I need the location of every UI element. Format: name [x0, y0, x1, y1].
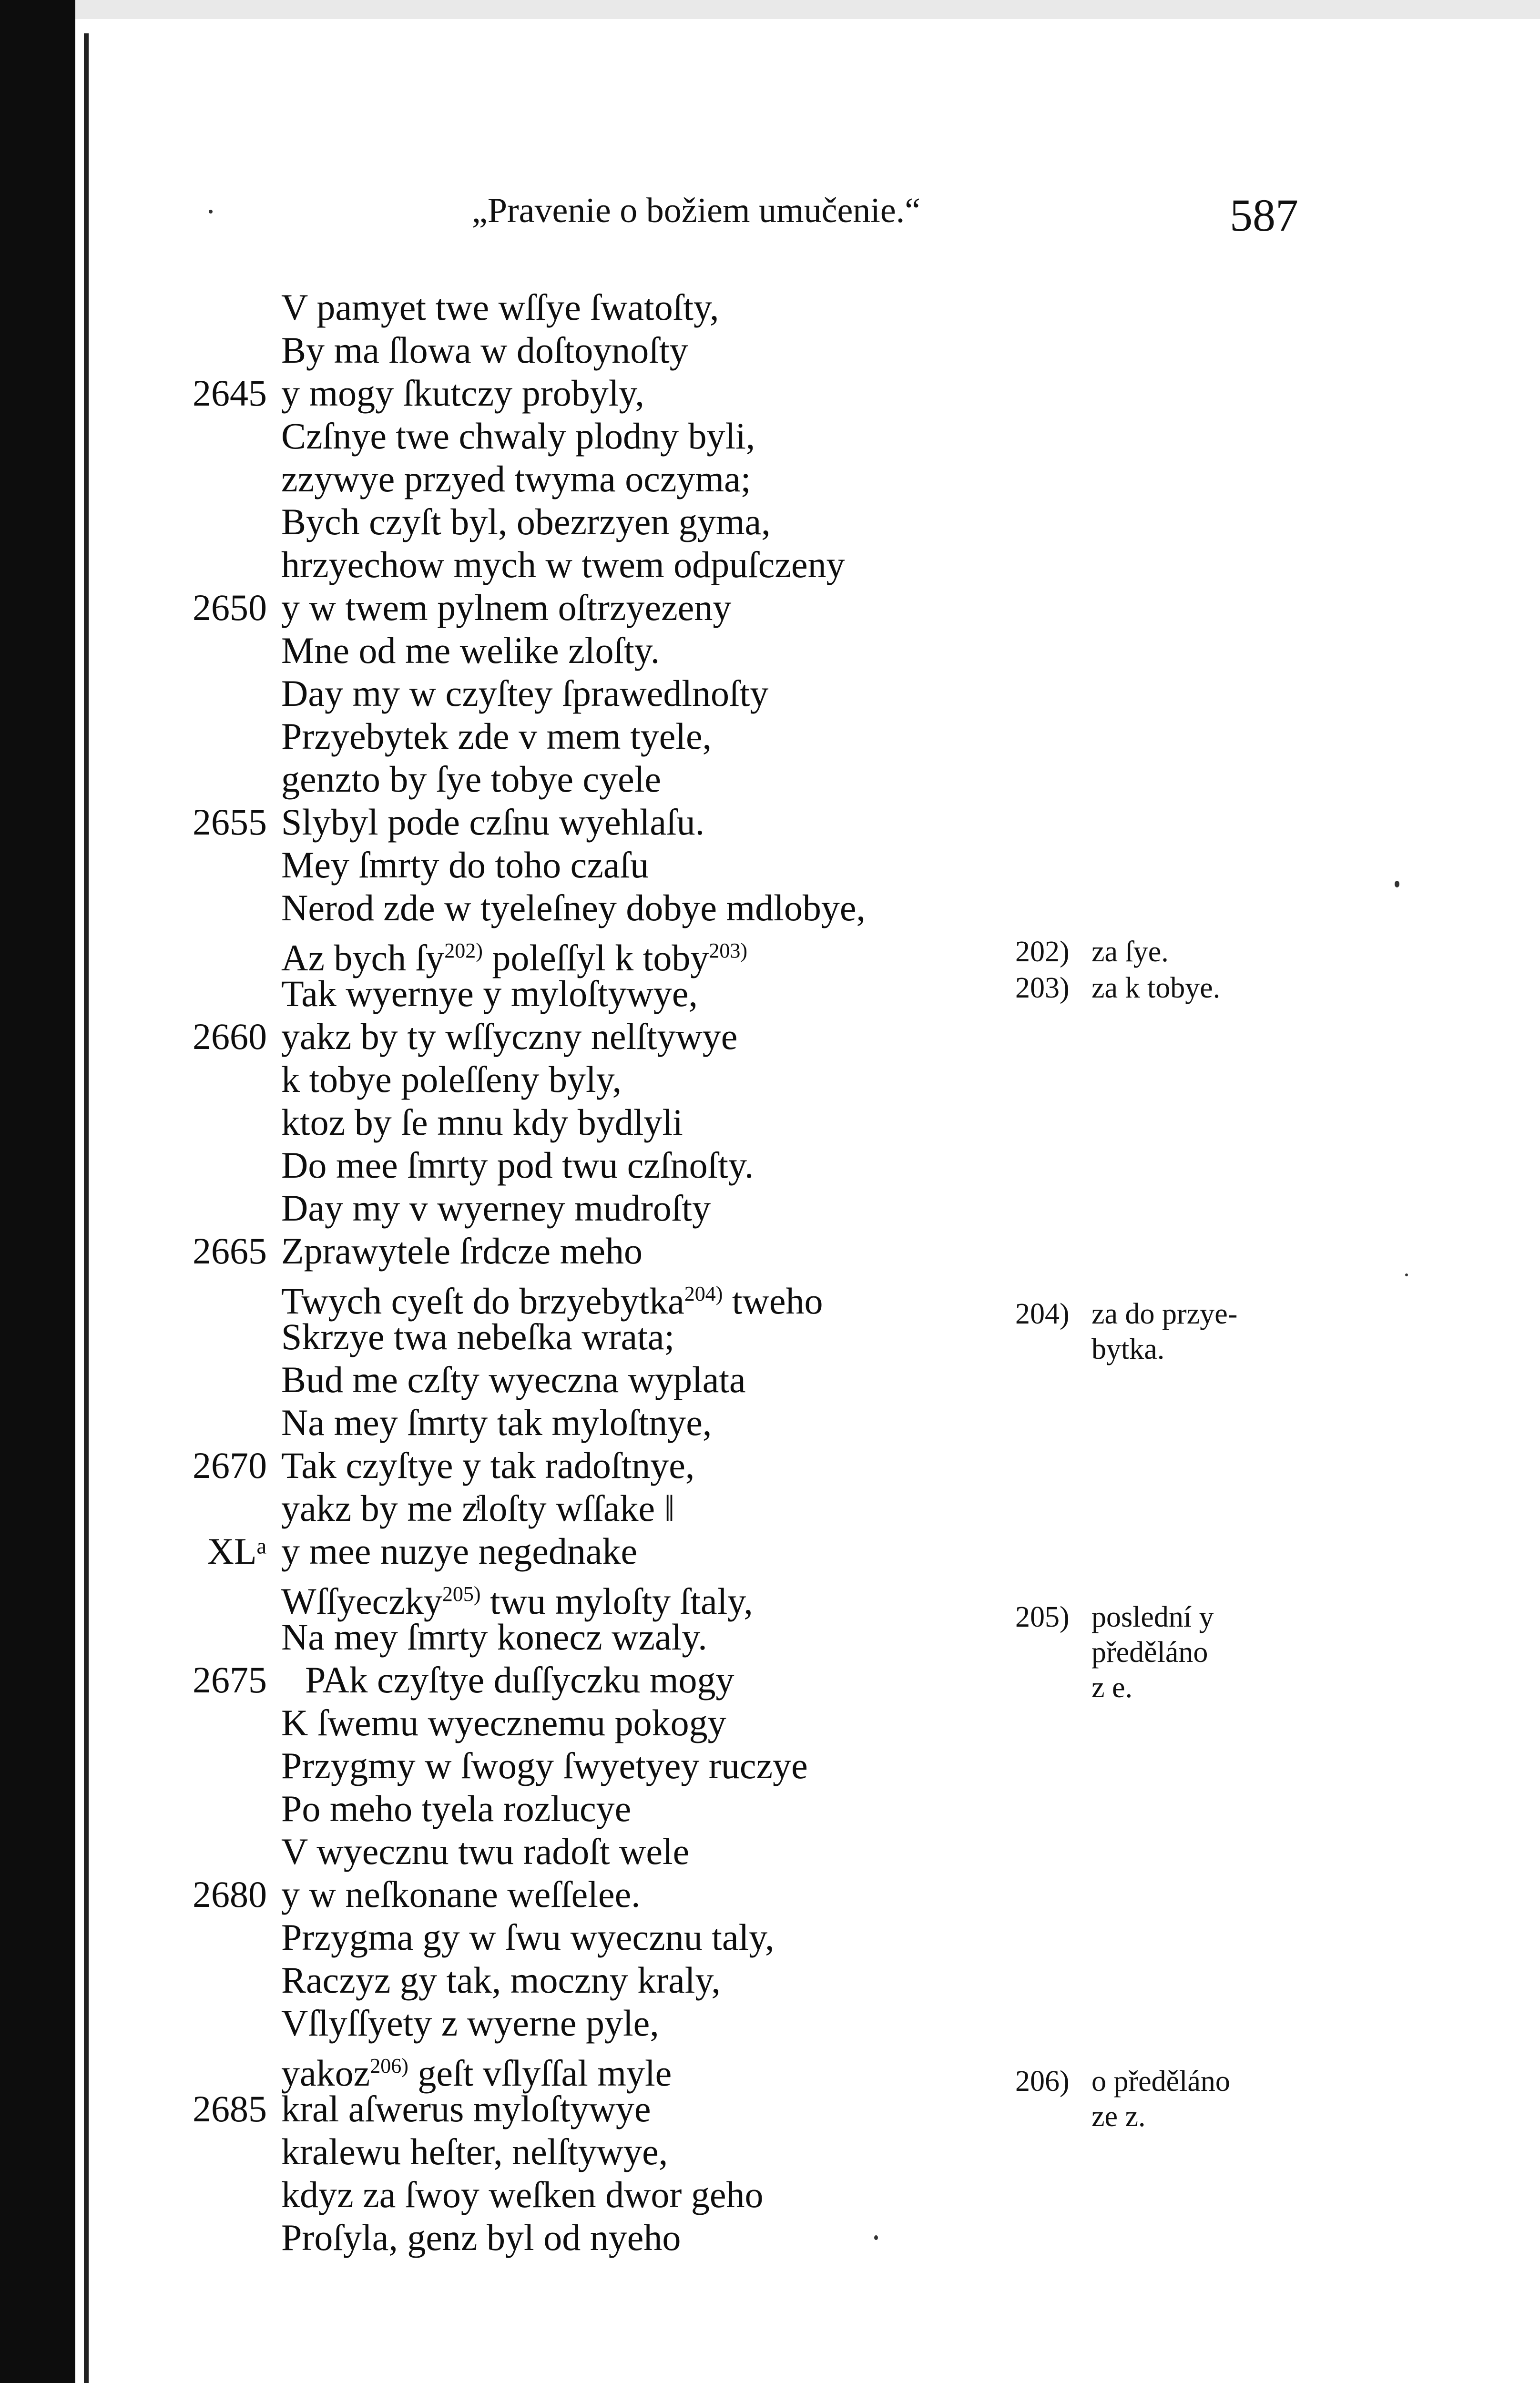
verse-text-part: Przygmy w ſwogy ſwyetyey ruczye [281, 1745, 808, 1786]
verse-text-part: hrzyechow mych w twem odpuſczeny [281, 544, 845, 585]
verse-text [281, 500, 771, 543]
verse-line [95, 801, 1049, 844]
verse-text [305, 1659, 734, 1701]
verse-text-part: kdyz za ſwoy weſken dwor geho [281, 2174, 764, 2215]
verse-number: 2685 [193, 2088, 267, 2129]
margin-note-text: poslední y [1091, 1601, 1214, 1633]
page-number: 587 [1230, 190, 1298, 241]
verse-line [95, 1487, 1049, 1530]
footnote-marker: 203) [709, 939, 748, 962]
verse-number: 2680 [193, 1874, 267, 1915]
margin-note-line [1015, 934, 1169, 969]
verse-line [95, 1273, 1049, 1322]
verse-text [281, 715, 712, 758]
verse-text [281, 758, 661, 801]
verse-text-part: y mogy ſkutczy probyly, [281, 372, 644, 414]
verse-line [95, 1916, 1049, 1959]
verse-text [281, 672, 768, 715]
verse-text-part: Mey ſmrty do toho czaſu [281, 844, 649, 886]
verse-text-part: tweho [723, 1280, 823, 1322]
margin-note-text: za do przye- [1091, 1298, 1238, 1330]
verse-text-part: twu myloſty ſtaly, [480, 1580, 753, 1622]
verse-text [281, 1959, 721, 2002]
scan-speck [1395, 881, 1399, 887]
verse-text [281, 1487, 674, 1530]
verse-text [281, 886, 866, 929]
verse-text-part: Raczyz gy tak, moczny kraly, [281, 1959, 721, 2001]
footnote-ref: 205) [1015, 1601, 1070, 1633]
verse-text-part: Do mee ſmrty pod twu czſnoſty. [281, 1144, 754, 1186]
verse-text [281, 629, 660, 672]
verse-text-part: Na mey ſmrty tak myloſtnye, [281, 1402, 712, 1443]
verse-text-part: Day my w czyſtey ſprawedlnoſty [281, 672, 769, 714]
margin-note [1015, 934, 1169, 969]
verse-text-part: y w neſkonane weſſelee. [281, 1874, 641, 1915]
verse-line [95, 543, 1049, 586]
scan-speck [209, 210, 213, 214]
margin-note-text: ze z. [1091, 2100, 1146, 2133]
verse-line [95, 1873, 1049, 1916]
verse-line [95, 1015, 1049, 1058]
verse-text [281, 2130, 668, 2173]
verse-number: 2670 [193, 1445, 267, 1486]
verse-line [95, 1701, 1049, 1744]
page-border-rule [84, 33, 89, 2383]
verse-line [95, 329, 1049, 372]
margin-note-text: za ſye. [1091, 936, 1169, 968]
verse-line [95, 1058, 1049, 1101]
verse-text-part: yakoz [281, 2052, 370, 2094]
verse-text-part: Tak wyernye y myloſtywye, [281, 973, 698, 1014]
verse-line [95, 1744, 1049, 1787]
margin-note-text: za k tobye. [1091, 972, 1221, 1004]
verse-text [281, 415, 755, 458]
verse-line [95, 286, 1049, 329]
scan-speck [1405, 1273, 1408, 1276]
verse-number: 2645 [193, 372, 267, 414]
margin-note-line [1015, 970, 1220, 1006]
verse-number: 2650 [193, 587, 267, 628]
verse-text [281, 2216, 681, 2259]
verse-text-part: y w twem pylnem oſtrzyezeny [281, 587, 732, 628]
footnote-ref: 206) [1015, 2065, 1070, 2098]
verse-line [95, 929, 1049, 978]
margin-note-line [1015, 2099, 1230, 2134]
verse-line [95, 1358, 1049, 1401]
verse-text-part: Zprawytele ſrdcze meho [281, 1230, 643, 1272]
verse-text [281, 1015, 737, 1058]
verse-text [281, 1830, 689, 1873]
verse-text-part: Slybyl pode czſnu wyehlaſu. [281, 801, 705, 843]
verse-text-part: By ma ſlowa w doſtoynoſty [281, 329, 688, 371]
verse-line [95, 672, 1049, 715]
verse-text-part: Bych czyſt byl, obezrzyen gyma, [281, 501, 771, 542]
verse-line [95, 844, 1049, 886]
verse-line [95, 1187, 1049, 1230]
verse-text [281, 1058, 622, 1101]
margin-note-text: o předěláno [1091, 2065, 1230, 2098]
verse-text-part: Nerod zde w tyeleſney dobye mdlobye, [281, 887, 866, 928]
verse-text [281, 1315, 674, 1358]
verse-text [281, 543, 845, 586]
verse-text [281, 1230, 643, 1273]
verse-text-part: Czſnye twe chwaly plodny byli, [281, 415, 755, 457]
verse-line [95, 758, 1049, 801]
verse-line [95, 972, 1049, 1015]
verse-text [281, 844, 649, 886]
verse-text-part: Przyebytek zde v mem tyele, [281, 715, 712, 757]
margin-note-text: bytka. [1091, 1333, 1165, 1365]
verse-line [95, 1444, 1049, 1487]
footnote-marker: 206) [370, 2054, 408, 2077]
verse-line [95, 2173, 1049, 2216]
verse-text [281, 1787, 631, 1830]
verse-text [281, 1401, 712, 1444]
verse-text-part: Twych cyeſt do brzyebytka [281, 1280, 684, 1322]
verse-line [95, 2216, 1049, 2259]
verse-number: 2655 [193, 801, 267, 843]
verse-line [95, 1959, 1049, 2002]
margin-note-line [1015, 2064, 1230, 2099]
verse-line [95, 886, 1049, 929]
scan-top-band [75, 0, 1540, 19]
verse-text [281, 801, 704, 844]
verse-text-part: K ſwemu wyecznemu pokogy [281, 1702, 726, 1743]
footnote-marker: 205) [442, 1582, 481, 1606]
verse-line [95, 500, 1049, 543]
verse-text [281, 1530, 637, 1573]
verse-text [281, 586, 731, 629]
margin-note-text: předěláno [1091, 1636, 1208, 1669]
verse-text-part: yakz by me zͥloſty wſſake ‖ [281, 1487, 675, 1529]
verse-text-part: Przygma gy w ſwu wyecznu taly, [281, 1916, 775, 1958]
verse-text-part: poleſſyl k toby [482, 937, 709, 978]
verse-text-part: Wſſyeczky [281, 1580, 442, 1622]
margin-note [1015, 970, 1220, 1006]
verse-text [281, 329, 688, 372]
verse-line [95, 415, 1049, 458]
verse-number: XLᵃ [207, 1530, 267, 1572]
footnote-marker: 202) [444, 939, 483, 962]
verse-text-part: ktoz by ſe mnu kdy bydlyli [281, 1101, 683, 1143]
running-title: „Pravenie o božiem umučenie.“ [472, 191, 921, 230]
footnote-ref: 204) [1015, 1298, 1070, 1330]
verse-text-part: PAk czyſtye duſſyczku mogy [305, 1659, 734, 1701]
verse-line [95, 1659, 1049, 1701]
verse-line [95, 715, 1049, 758]
verse-text [281, 1144, 754, 1187]
verse-text [281, 1916, 775, 1959]
verse-text-part: kralewu heſter, nelſtywye, [281, 2131, 668, 2172]
verse-line [95, 1315, 1049, 1358]
verse-text-part: geſt vſlyſſal myle [408, 2052, 672, 2094]
verse-text [281, 2002, 659, 2045]
margin-note-line [1015, 1635, 1214, 1670]
verse-line [95, 1230, 1049, 1273]
verse-line [95, 1787, 1049, 1830]
scan-speck [874, 2235, 878, 2240]
verse-line [95, 2002, 1049, 2045]
verse-text [281, 1358, 746, 1401]
verse-text-part: Proſyla, genz byl od nyeho [281, 2217, 681, 2258]
verse-line [95, 372, 1049, 415]
verse-line [95, 1530, 1049, 1573]
verse-text-part: V wyecznu twu radoſt wele [281, 1831, 690, 1872]
verse-text [281, 1187, 711, 1230]
verse-text [281, 1701, 726, 1744]
verse-text-part: Bud me czſty wyeczna wyplata [281, 1359, 746, 1400]
verse-text [281, 286, 719, 329]
verse-text-part: Az bych ſy [281, 937, 445, 978]
margin-note-line [1015, 1599, 1214, 1635]
margin-note [1015, 2064, 1230, 2134]
verse-text [281, 2173, 764, 2216]
verse-text [281, 2088, 651, 2130]
verse-line [95, 629, 1049, 672]
verse-number: 2660 [193, 1016, 267, 1057]
verse-text-part: k tobye poleſſeny byly, [281, 1059, 622, 1100]
verse-line [95, 1830, 1049, 1873]
footnote-ref: 203) [1015, 972, 1070, 1004]
margin-note [1015, 1599, 1214, 1705]
verse-text-part: Day my v wyerney mudroſty [281, 1187, 711, 1229]
verse-text [281, 972, 698, 1015]
scan-edge [0, 0, 75, 2383]
verse-text-part: V pamyet twe wſſye ſwatoſty, [281, 286, 719, 328]
footnote-ref: 202) [1015, 936, 1070, 968]
verse-text [281, 1744, 808, 1787]
verse-text [281, 458, 751, 500]
verse-text [281, 1101, 683, 1144]
verse-text-part: zzywye przyed twyma oczyma; [281, 458, 751, 499]
verse-text-part: Mne od me welike zloſty. [281, 630, 660, 671]
verse-text-part: kral aſwerus myloſtywye [281, 2088, 651, 2129]
verse-line [95, 2088, 1049, 2130]
verse-column [95, 286, 1049, 2259]
verse-text [281, 1616, 707, 1659]
verse-line [95, 1144, 1049, 1187]
verse-text-part: Vſlyſſyety z wyerne pyle, [281, 2002, 659, 2044]
verse-text-part: y mee nuzye negednake [281, 1530, 638, 1572]
verse-line [95, 2130, 1049, 2173]
margin-note-line [1015, 1332, 1237, 1367]
verse-text-part: yakz by ty wſſyczny nelſtywye [281, 1016, 738, 1057]
verse-line [95, 1616, 1049, 1659]
footnote-marker: 204) [684, 1282, 723, 1305]
margin-note-text: z e. [1091, 1671, 1133, 1704]
verse-line [95, 1401, 1049, 1444]
verse-text [281, 1873, 641, 1916]
verse-text-part: Po meho tyela rozlucye [281, 1788, 632, 1829]
verse-text [281, 1444, 694, 1487]
verse-line [95, 1573, 1049, 1622]
margin-note-line [1015, 1670, 1214, 1705]
verse-number: 2665 [193, 1230, 267, 1272]
margin-note [1015, 1296, 1237, 1367]
verse-line [95, 586, 1049, 629]
verse-line [95, 458, 1049, 500]
verse-text-part: genzto by ſye tobye cyele [281, 758, 662, 800]
verse-line [95, 2045, 1049, 2094]
verse-number: 2675 [193, 1659, 267, 1701]
verse-text-part: Na mey ſmrty konecz wzaly. [281, 1616, 707, 1658]
verse-text-part: Skrzye twa nebeſka wrata; [281, 1316, 675, 1357]
margin-note-line [1015, 1296, 1237, 1332]
verse-line [95, 1101, 1049, 1144]
verse-text [281, 372, 644, 415]
verse-text-part: Tak czyſtye y tak radoſtnye, [281, 1445, 695, 1486]
